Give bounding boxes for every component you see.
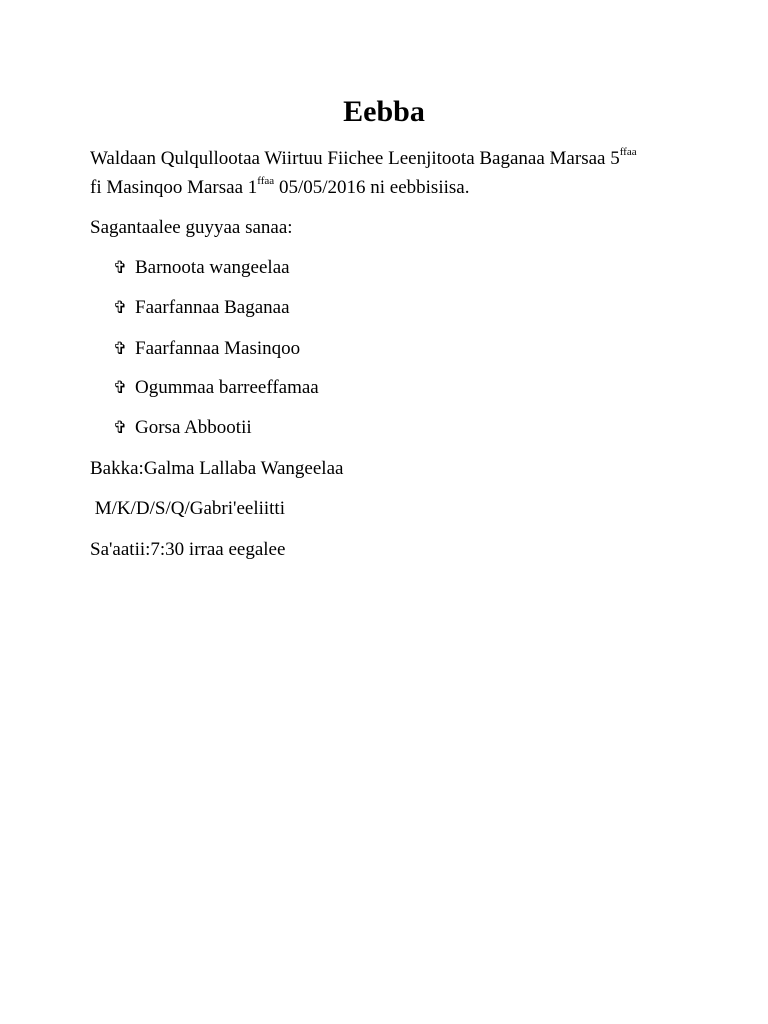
venue-line-2: M/K/D/S/Q/Gabri'eeliitti [90, 498, 285, 519]
program-item-label: Faarfannaa Masinqoo [135, 338, 301, 359]
schedule-heading: Sagantaalee guyyaa sanaa: [90, 217, 293, 238]
ordinal-suffix: ffaa [619, 145, 637, 158]
program-item-label: Faarfannaa Baganaa [135, 297, 290, 318]
program-list-item [113, 296, 290, 320]
ordinal-suffix: ffaa [257, 174, 275, 187]
program-item-label: Ogummaa barreeffamaa [135, 377, 319, 398]
cross-bullet-icon: ✞ [113, 298, 128, 317]
intro-line-2-text-b: 05/05/2016 ni eebbisiisa. [274, 177, 470, 198]
intro-line-1 [90, 147, 637, 171]
cross-bullet-icon: ✞ [113, 258, 128, 277]
intro-line-2 [90, 176, 469, 200]
time-line: Sa'aatii:7:30 irraa eegalee [90, 539, 286, 560]
venue-line-1: Bakka:Galma Lallaba Wangeelaa [90, 458, 344, 479]
program-list-item [113, 256, 290, 280]
intro-line-2-text-a: fi Masinqoo Marsaa 1 [90, 177, 258, 198]
program-item-label: Barnoota wangeelaa [135, 257, 290, 278]
cross-bullet-icon: ✞ [113, 339, 128, 358]
intro-line-1-text: Waldaan Qulqullootaa Wiirtuu Fiichee Leenjitoota Baganaa Marsaa 5 [90, 148, 620, 169]
document-title: Eebba [343, 95, 425, 128]
program-list-item [113, 416, 252, 440]
program-list-item [113, 337, 300, 361]
cross-bullet-icon: ✞ [113, 378, 128, 397]
program-list-item [113, 376, 319, 400]
cross-bullet-icon: ✞ [113, 418, 128, 437]
program-item-label: Gorsa Abbootii [135, 417, 252, 438]
